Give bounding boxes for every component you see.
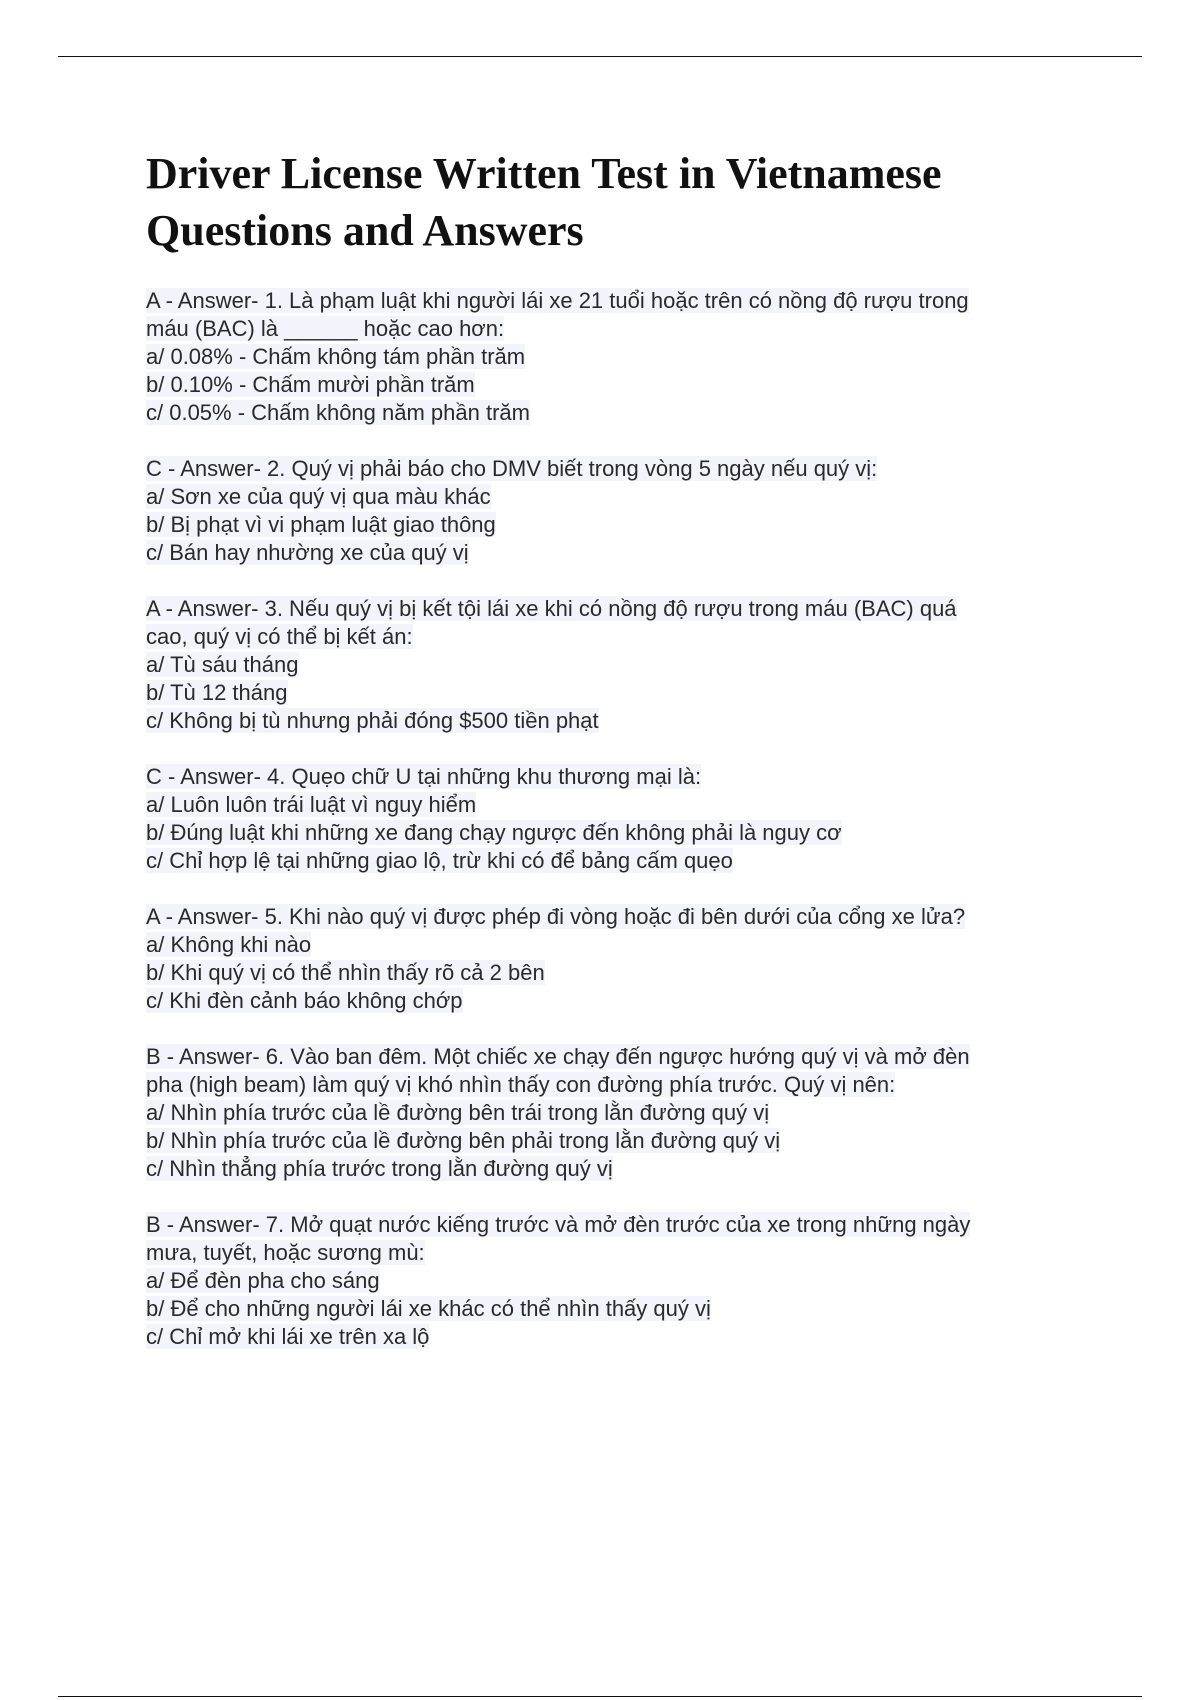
question-6-option-b: b/ Nhìn phía trước của lề đường bên phải trong lằn đường quý vị bbox=[146, 1128, 781, 1153]
question-7-line-1: B - Answer- 7. Mở quạt nước kiếng trước và mở đèn trước của xe trong những ngày bbox=[146, 1212, 971, 1237]
question-1-line-2: máu (BAC) là ______ hoặc cao hơn: bbox=[146, 316, 505, 341]
question-3-option-c: c/ Không bị tù nhưng phải đóng $500 tiền phạt bbox=[146, 708, 599, 733]
question-3-line-2: cao, quý vị có thể bị kết án: bbox=[146, 624, 413, 649]
bottom-rule bbox=[58, 1696, 1142, 1697]
question-3-line-1: A - Answer- 3. Nếu quý vị bị kết tội lái xe khi có nồng độ rượu trong máu (BAC) quá bbox=[146, 596, 957, 621]
question-1-option-b: b/ 0.10% - Chấm mười phần trăm bbox=[146, 372, 475, 397]
question-3-option-a: a/ Tù sáu tháng bbox=[146, 652, 299, 677]
question-4-option-b: b/ Đúng luật khi những xe đang chạy ngược đến không phải là nguy cơ bbox=[146, 820, 842, 845]
question-1-option-a: a/ 0.08% - Chấm không tám phần trăm bbox=[146, 344, 526, 369]
question-6-option-c: c/ Nhìn thẳng phía trước trong lằn đường quý vị bbox=[146, 1156, 613, 1181]
document-body bbox=[146, 145, 1066, 1379]
question-7-option-b: b/ Để cho những người lái xe khác có thể nhìn thấy quý vị bbox=[146, 1296, 711, 1321]
question-3 bbox=[146, 595, 1066, 735]
question-7 bbox=[146, 1211, 1066, 1351]
question-6 bbox=[146, 1043, 1066, 1183]
document-title bbox=[146, 145, 1066, 259]
question-5-option-a: a/ Không khi nào bbox=[146, 932, 312, 957]
title-line-1: Driver License Written Test in Vietnamese bbox=[146, 149, 942, 198]
question-2-line-1: C - Answer- 2. Quý vị phải báo cho DMV biết trong vòng 5 ngày nếu quý vị: bbox=[146, 456, 878, 481]
question-3-option-b: b/ Tù 12 tháng bbox=[146, 680, 288, 705]
question-1 bbox=[146, 287, 1066, 427]
question-7-line-2: mưa, tuyết, hoặc sương mù: bbox=[146, 1240, 425, 1265]
question-1-line-1: A - Answer- 1. Là phạm luật khi người lái xe 21 tuổi hoặc trên có nồng độ rượu trong bbox=[146, 288, 969, 313]
question-6-line-2: pha (high beam) làm quý vị khó nhìn thấy con đường phía trước. Quý vị nên: bbox=[146, 1072, 896, 1097]
question-2-option-c: c/ Bán hay nhường xe của quý vị bbox=[146, 540, 469, 565]
title-line-2: Questions and Answers bbox=[146, 206, 584, 255]
question-5-line-1: A - Answer- 5. Khi nào quý vị được phép đi vòng hoặc đi bên dưới của cổng xe lửa? bbox=[146, 904, 966, 929]
question-7-option-a: a/ Để đèn pha cho sáng bbox=[146, 1268, 380, 1293]
question-2 bbox=[146, 455, 1066, 567]
question-2-option-a: a/ Sơn xe của quý vị qua màu khác bbox=[146, 484, 491, 509]
question-6-option-a: a/ Nhìn phía trước của lề đường bên trái trong lằn đường quý vị bbox=[146, 1100, 770, 1125]
question-5-option-b: b/ Khi quý vị có thể nhìn thấy rõ cả 2 bên bbox=[146, 960, 545, 985]
question-4-line-1: C - Answer- 4. Quẹo chữ U tại những khu thương mại là: bbox=[146, 764, 702, 789]
question-6-line-1: B - Answer- 6. Vào ban đêm. Một chiếc xe chạy đến ngược hướng quý vị và mở đèn bbox=[146, 1044, 970, 1069]
question-4 bbox=[146, 763, 1066, 875]
question-5 bbox=[146, 903, 1066, 1015]
question-1-option-c: c/ 0.05% - Chấm không năm phần trăm bbox=[146, 400, 530, 425]
question-7-option-c: c/ Chỉ mở khi lái xe trên xa lộ bbox=[146, 1324, 430, 1349]
question-4-option-a: a/ Luôn luôn trái luật vì nguy hiểm bbox=[146, 792, 477, 817]
question-2-option-b: b/ Bị phạt vì vi phạm luật giao thông bbox=[146, 512, 496, 537]
question-5-option-c: c/ Khi đèn cảnh báo không chớp bbox=[146, 988, 463, 1013]
top-rule bbox=[58, 56, 1142, 57]
question-4-option-c: c/ Chỉ hợp lệ tại những giao lộ, trừ khi có để bảng cấm quẹo bbox=[146, 848, 733, 873]
